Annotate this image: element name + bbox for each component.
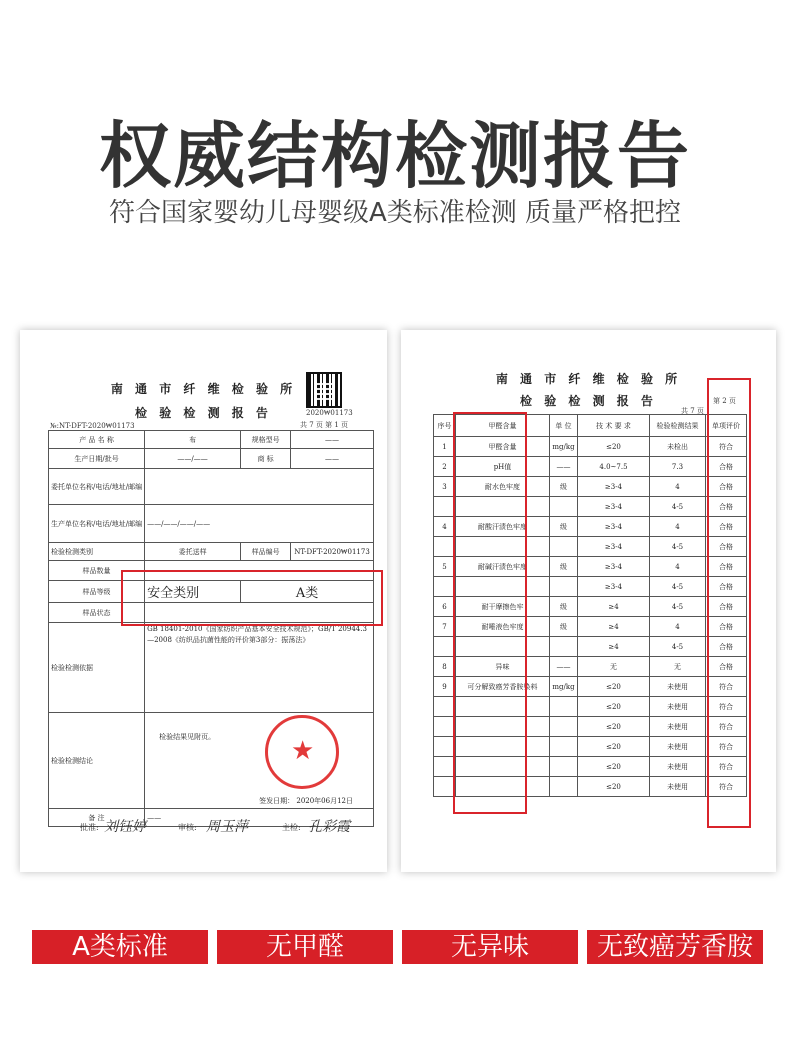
- table-cell-req: ≥3-4: [578, 517, 650, 537]
- table-cell-no: 1: [434, 437, 456, 457]
- main-inspector-signature: 孔彩霞: [308, 819, 350, 835]
- table-cell-item: 异味: [456, 657, 550, 677]
- table-cell-req: 无: [578, 657, 650, 677]
- table-cell-item: 可分解致癌芳香胺染料: [456, 677, 550, 697]
- form-value: 委托送样: [145, 543, 241, 561]
- table-cell-req: ≥4: [578, 617, 650, 637]
- tag-no-odor: 无异味: [402, 930, 578, 964]
- table-cell-req: ≤20: [578, 677, 650, 697]
- report-title: 检 验 检 测 报 告: [135, 406, 272, 420]
- table-cell-unit: [550, 737, 578, 757]
- table-cell-result: 未使用: [650, 737, 706, 757]
- table-cell-no: 6: [434, 597, 456, 617]
- hero-title: 权威结构检测报告: [98, 114, 691, 198]
- form-label: 规格型号: [241, 431, 291, 449]
- table-cell-eval: 合格: [706, 457, 747, 477]
- col-header: 检验检测结果: [650, 415, 706, 437]
- hero-subtitle: 符合国家婴幼儿母婴级A类标准检测 质量严格把控: [108, 198, 682, 228]
- col-header: 单项评价: [706, 415, 747, 437]
- table-cell-eval: 合格: [706, 537, 747, 557]
- star-icon: ★: [291, 736, 315, 766]
- table-cell-result: 4: [650, 617, 706, 637]
- highlight-box: [121, 570, 383, 626]
- form-label: 样品数量: [49, 561, 145, 581]
- table-cell-no: 9: [434, 677, 456, 697]
- table-cell-req: ≥3-4: [578, 537, 650, 557]
- table-cell-unit: 级: [550, 477, 578, 497]
- table-cell-item: pH值: [456, 457, 550, 477]
- table-cell-unit: [550, 537, 578, 557]
- conclusion-text: 检验结果见附页。: [159, 733, 216, 741]
- tag-no-carcinogenic-amine: 无致癌芳香胺: [587, 930, 763, 964]
- table-cell-eval: 符合: [706, 437, 747, 457]
- table-cell-eval: 合格: [706, 617, 747, 637]
- table-cell-result: 4: [650, 517, 706, 537]
- table-cell-result: 未使用: [650, 717, 706, 737]
- table-cell-unit: 级: [550, 597, 578, 617]
- table-cell-unit: [550, 777, 578, 797]
- table-cell-req: 4.0~7.5: [578, 457, 650, 477]
- form-label: 备 注: [49, 809, 145, 827]
- form-value: [145, 713, 374, 809]
- table-cell-eval: 符合: [706, 697, 747, 717]
- table-cell-req: ≥3-4: [578, 577, 650, 597]
- table-cell-no: 8: [434, 657, 456, 677]
- highlight-box-evaluation: [707, 378, 751, 828]
- table-cell-item: 耐碱汗渍色牢度: [456, 557, 550, 577]
- page-info: 共 7 页: [681, 407, 704, 415]
- safety-value: A类: [241, 581, 374, 603]
- form-label: 委托单位名称/电话/地址/邮编: [49, 469, 145, 505]
- table-cell-item: 耐水色牢度: [456, 477, 550, 497]
- form-label: 产 品 名 称: [49, 431, 145, 449]
- main-inspector-label: 主检:: [282, 823, 301, 832]
- table-cell-unit: ——: [550, 657, 578, 677]
- official-stamp-icon: [265, 715, 339, 789]
- table-cell-no: 3: [434, 477, 456, 497]
- col-header: 单 位: [550, 415, 578, 437]
- table-cell-req: ≤20: [578, 697, 650, 717]
- table-cell-eval: 合格: [706, 517, 747, 537]
- form-label: 生产日期/批号: [49, 449, 145, 469]
- table-cell-result: 4-5: [650, 637, 706, 657]
- table-cell-unit: 级: [550, 557, 578, 577]
- table-cell-req: ≤20: [578, 437, 650, 457]
- col-header: 序号: [434, 415, 456, 437]
- table-cell-result: 未检出: [650, 437, 706, 457]
- tag-no-formaldehyde: 无甲醛: [217, 930, 393, 964]
- table-cell-result: 7.3: [650, 457, 706, 477]
- table-cell-req: ≥3-4: [578, 497, 650, 517]
- table-cell-item: 甲醛含量: [456, 437, 550, 457]
- col-header: 技 术 要 求: [578, 415, 650, 437]
- table-cell-result: 无: [650, 657, 706, 677]
- form-value: 布: [145, 431, 241, 449]
- table-cell-eval: 合格: [706, 657, 747, 677]
- approve-signature: 刘钰婷: [104, 819, 146, 835]
- form-label: 检验检测结论: [49, 713, 145, 809]
- table-cell-eval: 符合: [706, 757, 747, 777]
- table-cell-unit: [550, 637, 578, 657]
- form-value: ——/——/——/——: [145, 505, 374, 543]
- form-label: 检验检测依据: [49, 623, 145, 713]
- table-cell-eval: 合格: [706, 597, 747, 617]
- table-cell-unit: ——: [550, 457, 578, 477]
- form-value: NT-DFT-2020₩01173: [291, 543, 374, 561]
- review-label: 审核:: [178, 823, 197, 832]
- highlight-box-items: [453, 412, 527, 814]
- table-cell-eval: 合格: [706, 577, 747, 597]
- form-label: 检验检测类别: [49, 543, 145, 561]
- form-value: ——: [145, 809, 374, 827]
- page-number: 第 2 页: [713, 397, 736, 405]
- table-cell-no: 7: [434, 617, 456, 637]
- form-label: 样品编号: [241, 543, 291, 561]
- table-cell-result: 4: [650, 477, 706, 497]
- tag-a-standard: A类标准: [32, 930, 208, 964]
- table-cell-result: 4-5: [650, 497, 706, 517]
- report-number: №:NT-DFT-2020₩01173: [50, 422, 135, 430]
- report-page-2: [401, 330, 776, 872]
- sign-date: 签发日期： 2020年06月12日: [259, 797, 353, 805]
- table-cell-result: 未使用: [650, 757, 706, 777]
- table-cell-unit: [550, 497, 578, 517]
- table-cell-req: ≤20: [578, 757, 650, 777]
- table-cell-result: 未使用: [650, 677, 706, 697]
- table-cell-eval: 合格: [706, 497, 747, 517]
- table-cell-result: 4: [650, 557, 706, 577]
- form-value: [145, 469, 374, 505]
- table-cell-unit: [550, 757, 578, 777]
- table-cell-result: 未使用: [650, 697, 706, 717]
- table-cell-unit: [550, 697, 578, 717]
- table-cell-unit: [550, 577, 578, 597]
- report-page-1: [20, 330, 387, 872]
- table-cell-eval: 符合: [706, 677, 747, 697]
- table-cell-result: 4-5: [650, 537, 706, 557]
- form-value: ——: [291, 431, 374, 449]
- table-cell-req: ≥4: [578, 637, 650, 657]
- table-cell-req: ≤20: [578, 777, 650, 797]
- table-cell-no: 4: [434, 517, 456, 537]
- table-cell-unit: 级: [550, 617, 578, 637]
- form-value: GB 18401-2010《国家纺织产品基本安全技术规范》；GB/T 20944.3—2008《纺织品抗菌性能的评价第3部分：振荡法》: [145, 623, 374, 713]
- form-label: 样品状态: [49, 603, 145, 623]
- table-cell-unit: mg/kg: [550, 437, 578, 457]
- table-cell-req: ≤20: [578, 717, 650, 737]
- institution-name: 南 通 市 纤 维 检 验 所: [110, 382, 297, 396]
- table-cell-req: ≤20: [578, 737, 650, 757]
- table-cell-item: 耐干摩擦色牢: [456, 597, 550, 617]
- table-cell-result: 未使用: [650, 777, 706, 797]
- form-label: 样品等级: [49, 581, 145, 603]
- col-header: 甲醛含量: [456, 415, 550, 437]
- qr-caption: 2020₩01173: [306, 409, 353, 417]
- table-cell-result: 4-5: [650, 577, 706, 597]
- review-signature: 周玉萍: [206, 819, 248, 835]
- table-cell-req: ≥3-4: [578, 477, 650, 497]
- table-cell-no: 5: [434, 557, 456, 577]
- table-cell-result: 4-5: [650, 597, 706, 617]
- table-cell-eval: 符合: [706, 717, 747, 737]
- table-cell-no: 2: [434, 457, 456, 477]
- table-cell-eval: 合格: [706, 477, 747, 497]
- form-label: 生产单位名称/电话/地址/邮编: [49, 505, 145, 543]
- table-cell-unit: [550, 717, 578, 737]
- approve-label: 批准:: [80, 823, 99, 832]
- table-cell-item: 耐唾液色牢度: [456, 617, 550, 637]
- table-cell-req: ≥4: [578, 597, 650, 617]
- table-cell-eval: 符合: [706, 777, 747, 797]
- qr-code-icon: [306, 372, 342, 408]
- table-cell-unit: 级: [550, 517, 578, 537]
- table-cell-req: ≥3-4: [578, 557, 650, 577]
- institution-name: 南 通 市 纤 维 检 验 所: [495, 372, 682, 386]
- table-cell-item: 耐酸汗渍色牢度: [456, 517, 550, 537]
- form-label: 商 标: [241, 449, 291, 469]
- safety-label: 安全类别: [145, 581, 241, 603]
- table-cell-eval: 合格: [706, 557, 747, 577]
- form-value: ——: [291, 449, 374, 469]
- report-title: 检 验 检 测 报 告: [520, 394, 657, 408]
- table-cell-unit: mg/kg: [550, 677, 578, 697]
- page-info: 共 7 页 第 1 页: [300, 421, 349, 429]
- form-value: ——/——: [145, 449, 241, 469]
- table-cell-eval: 合格: [706, 637, 747, 657]
- table-cell-eval: 符合: [706, 737, 747, 757]
